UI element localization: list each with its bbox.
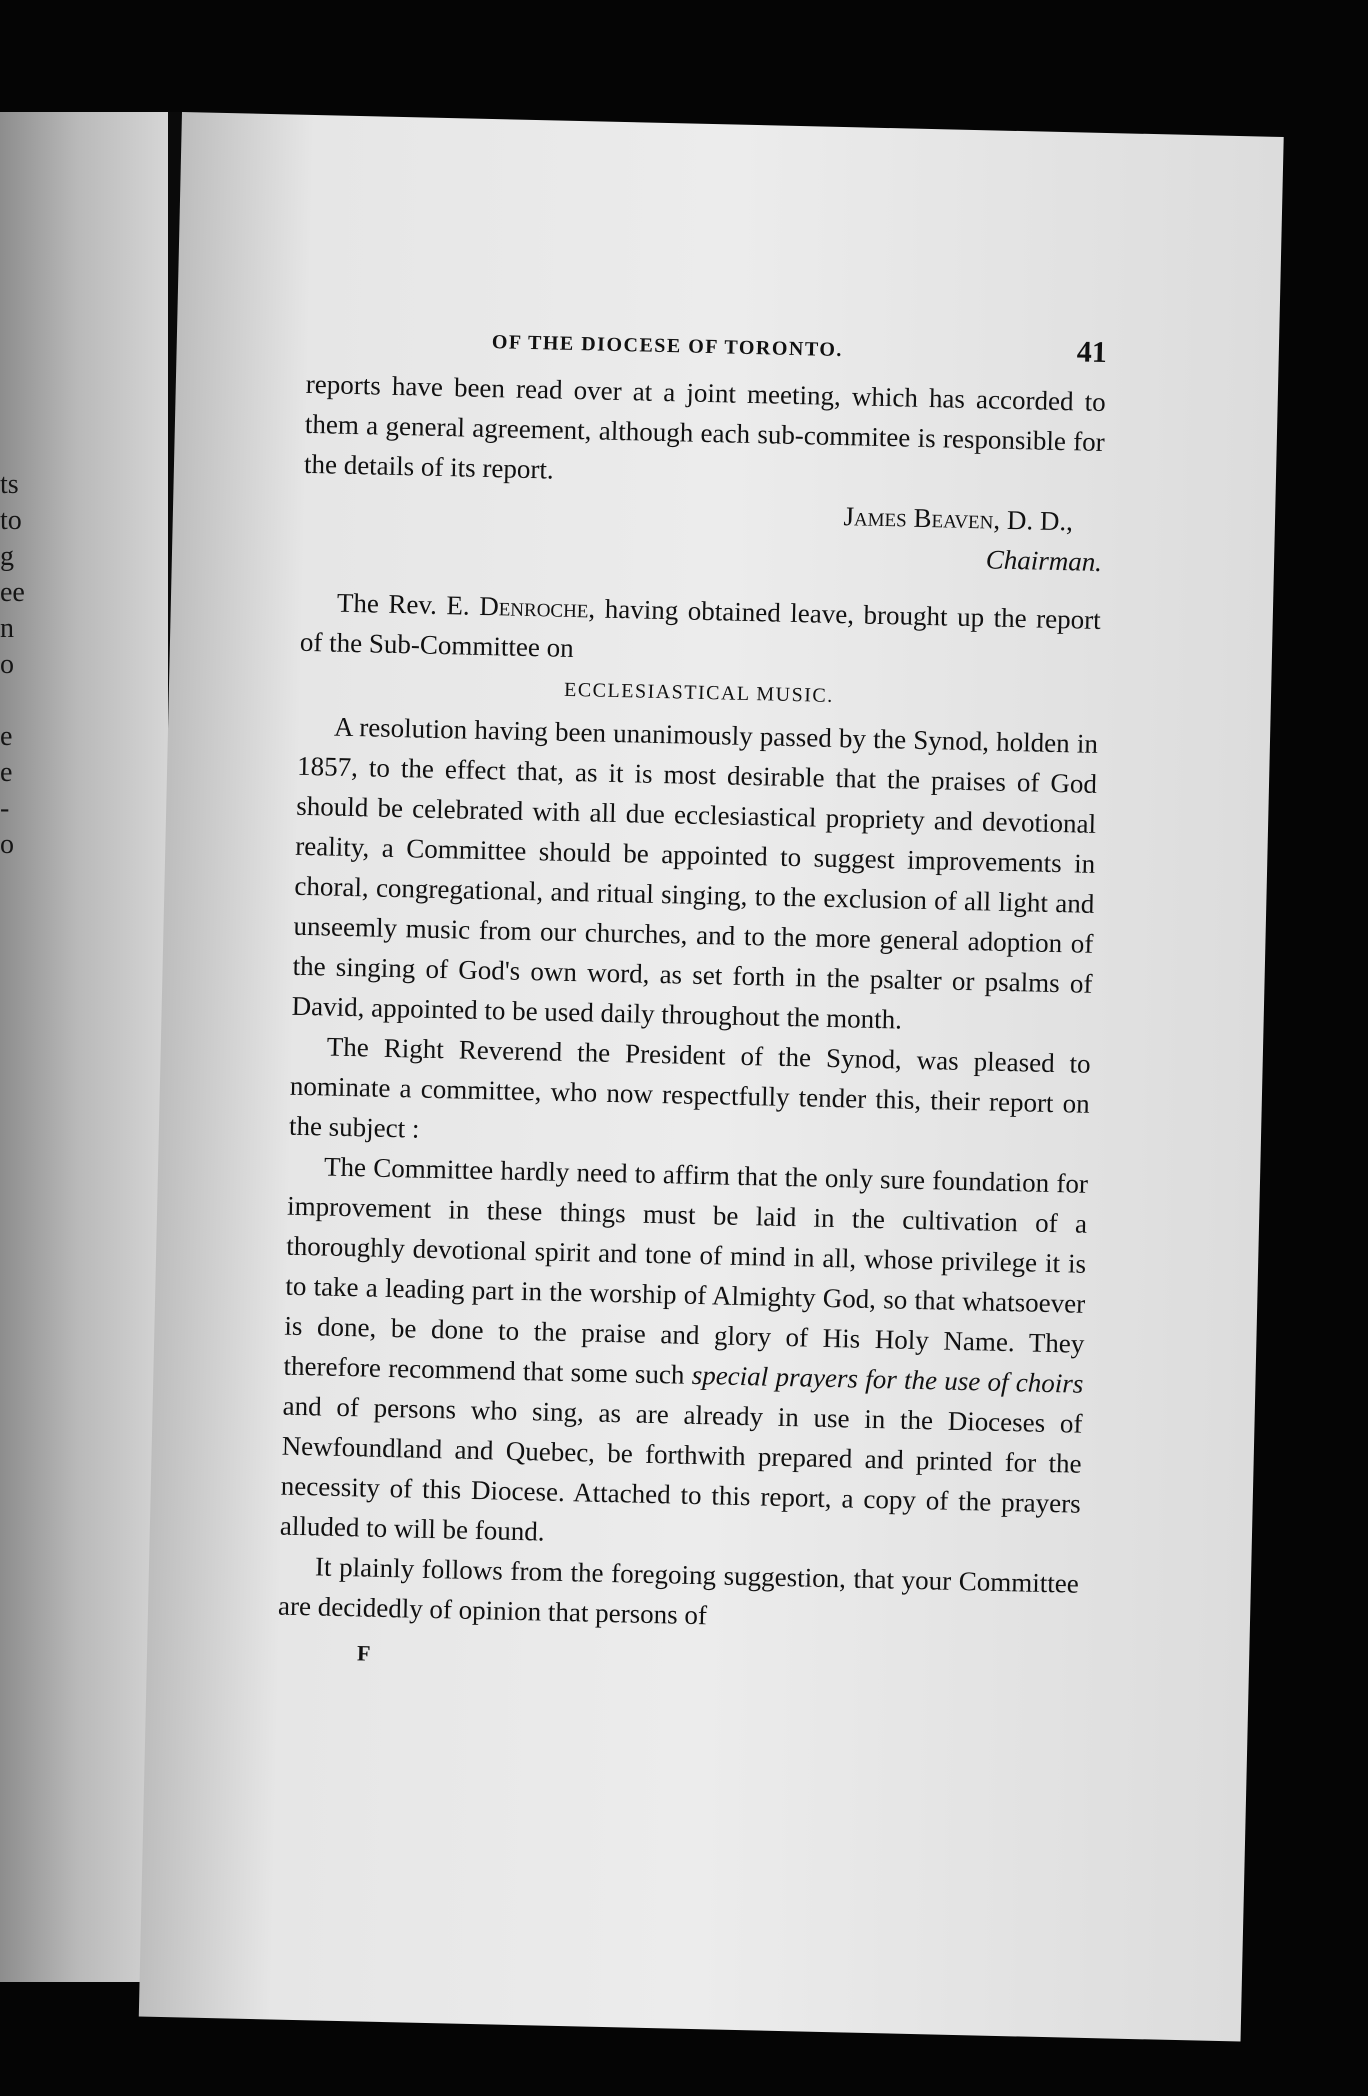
paragraph-follows: It plainly follows from the foregoing suggestion, that your Committee are decidedly of opinion that persons of	[277, 1551, 1080, 1631]
right-page	[139, 112, 1284, 2042]
left-letter: ee	[0, 577, 25, 608]
paragraph-committee	[280, 1146, 1089, 1564]
page-content	[277, 315, 1108, 1690]
paragraph-resolution: A resolution having been unanimously passed by the Synod, holden in 1857, to the effect that, as it is most desirable that the praises of God should be celebrated with all due ecclesiastical propriety and devotional reality, a Committee should be appointed to suggest improvements in choral, congregational, and ritual singing, to the exclusion of all light and unseemly music from our churches, and to the more general adoption of the singing of God's own word, as set forth in the psalter or psalms of David, appointed to be used daily throughout the month.	[291, 711, 1099, 1035]
section-heading: ECCLESIASTICAL MUSIC.	[563, 678, 834, 707]
p2-rest: , having obtained leave, brought up the report of the Sub-Committee on	[299, 593, 1102, 664]
p5-text-a: The Committee hardly need to affirm that the only sure foundation for improvement in these things must be laid in the cultivation of a thoroughly devotional spirit and tone of mind in all, whose privilege it is to take a leading part in the worship of Almighty God, so that whatsoever is done, be done to the praise and glory of His Holy Name. They therefore recommend that some such	[283, 1151, 1089, 1390]
left-letter: e	[0, 757, 13, 788]
left-letter: ts	[0, 469, 19, 500]
running-title: OF THE DIOCESE OF TORONTO.	[491, 331, 844, 362]
left-letter: e	[0, 721, 13, 752]
left-letter: n	[0, 613, 14, 644]
p5-italic: special prayers for the use of choirs	[691, 1359, 1084, 1399]
paragraph-president: The Right Reverend the President of the Synod, was pleased to nominate a committee, who now respectfully tender this, their report on the subject :	[288, 1031, 1091, 1144]
p2-lead: The Rev. E.	[336, 587, 480, 621]
p2-name: Denroche	[478, 590, 589, 624]
page-number: 41	[1076, 335, 1108, 370]
p5-text-b: and of persons who sing, as are already in use in the Dioceses of Newfoundland and Quebec, be forthwith prepared and printed for the necessity of this Diocese. Attached to this report, a copy of the prayers alluded to will be found.	[279, 1390, 1083, 1547]
paragraph-reports: reports have been read over at a joint meeting, which has accorded to them a general agreement, although each sub-commitee is responsible for the details of its report.	[303, 368, 1106, 485]
left-page-letters	[0, 467, 30, 863]
left-letter: -	[0, 793, 10, 824]
signature-mark: F	[356, 1640, 371, 1666]
signature-title: Chairman.	[985, 544, 1103, 577]
signature-name: James Beaven, D. D.,	[843, 501, 1074, 537]
paragraph-denroche	[300, 582, 1102, 680]
left-letter: o	[0, 829, 14, 860]
left-letter: o	[0, 649, 14, 680]
left-letter	[0, 683, 30, 719]
left-letter: to	[0, 505, 22, 536]
left-letter: g	[0, 541, 14, 572]
